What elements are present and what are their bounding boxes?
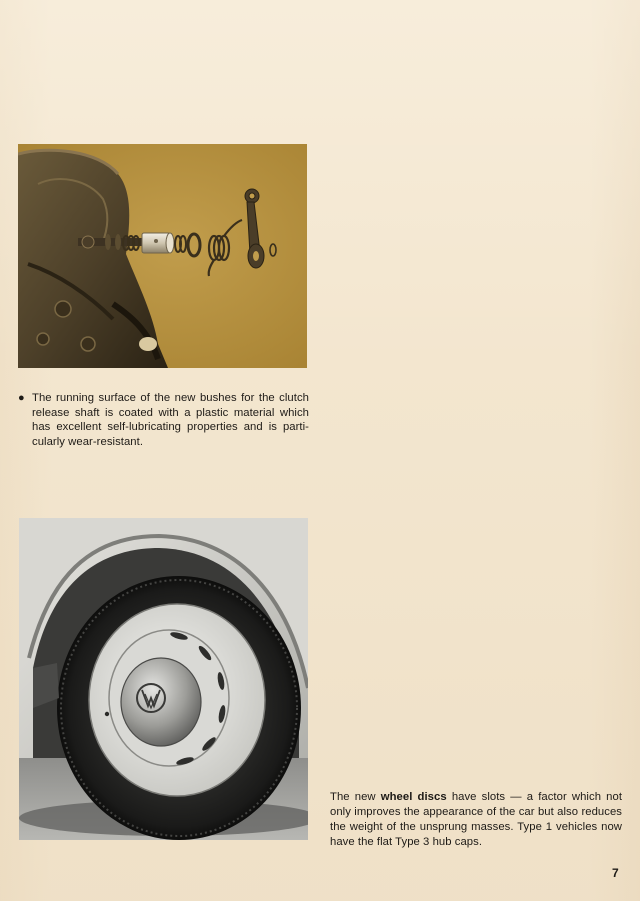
wheel-disc-illustration	[19, 518, 308, 840]
clutch-bush-caption-text: The running surface of the new bushes for the clutch release shaft is coated with a plastic material which has excellent self-lubricating properties and is parti-cularly wear-resistant.	[32, 392, 309, 448]
wheel-disc-caption-bold: wheel discs	[380, 791, 447, 803]
bullet-icon: ●	[18, 392, 25, 404]
clutch-bush-caption	[18, 391, 309, 449]
page-number: 7	[612, 866, 619, 880]
wheel-disc-caption-part2: have slots — a factor which not only improves the appearance of the car but also reduces the weight of the unsprung masses. Type 1 vehicles now have the flat Type 3 hub caps.	[330, 791, 623, 848]
clutch-release-shaft-photo	[18, 144, 307, 368]
wheel-disc-photo	[19, 518, 308, 840]
wheel-disc-caption	[330, 790, 622, 850]
wheel-disc-caption-part1: The new	[330, 791, 381, 803]
clutch-release-shaft-illustration	[18, 144, 307, 368]
